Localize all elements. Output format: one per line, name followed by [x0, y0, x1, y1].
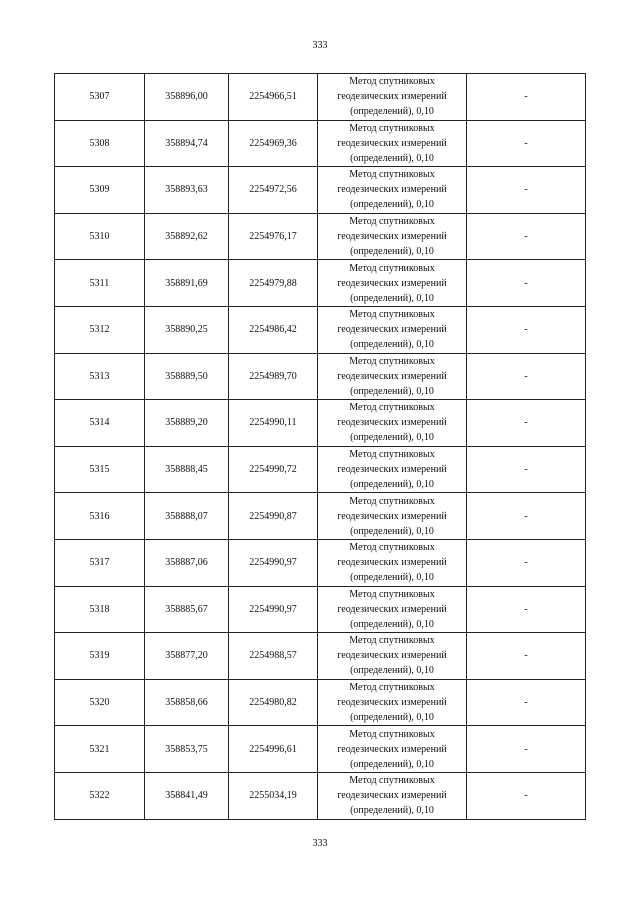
y-coordinate-cell: 2254976,17 [229, 213, 318, 260]
y-coordinate-cell: 2254990,11 [229, 400, 318, 447]
note-cell: - [467, 446, 586, 493]
table-row [55, 306, 586, 353]
method-text-line: геодезических измерений [337, 790, 447, 802]
y-coordinate-cell: 2254989,70 [229, 353, 318, 400]
method-text-line: геодезических измерений [337, 277, 447, 289]
x-coordinate-cell: 358890,25 [145, 306, 229, 353]
point-number-cell: 5316 [55, 493, 145, 540]
method-text-line: (определений), 0,10 [350, 758, 434, 770]
table-row [55, 586, 586, 633]
y-coordinate-cell: 2254980,82 [229, 679, 318, 726]
point-number-cell: 5308 [55, 120, 145, 167]
method-text-line: геодезических измерений [337, 184, 447, 196]
method-text-line: геодезических измерений [337, 417, 447, 429]
method-text-line: Метод спутниковых [349, 775, 435, 787]
table-row [55, 772, 586, 819]
y-coordinate-cell: 2254990,97 [229, 539, 318, 586]
note-cell: - [467, 633, 586, 680]
method-text-line: (определений), 0,10 [350, 805, 434, 817]
note-cell: - [467, 493, 586, 540]
method-text-line: геодезических измерений [337, 743, 447, 755]
method-cell [318, 493, 467, 540]
x-coordinate-cell: 358858,66 [145, 679, 229, 726]
note-cell: - [467, 306, 586, 353]
y-coordinate-cell: 2254996,61 [229, 726, 318, 773]
method-cell [318, 586, 467, 633]
method-text-line: Метод спутниковых [349, 402, 435, 414]
note-cell: - [467, 586, 586, 633]
y-coordinate-cell: 2254969,36 [229, 120, 318, 167]
point-number-cell: 5321 [55, 726, 145, 773]
x-coordinate-cell: 358841,49 [145, 772, 229, 819]
table-row [55, 400, 586, 447]
method-text-line: геодезических измерений [337, 324, 447, 336]
method-text-line: (определений), 0,10 [350, 665, 434, 677]
note-cell: - [467, 726, 586, 773]
y-coordinate-cell: 2254990,72 [229, 446, 318, 493]
method-text-line: геодезических измерений [337, 464, 447, 476]
y-coordinate-cell: 2254972,56 [229, 167, 318, 214]
method-text-line: (определений), 0,10 [350, 712, 434, 724]
x-coordinate-cell: 358888,45 [145, 446, 229, 493]
table-row [55, 633, 586, 680]
method-cell [318, 446, 467, 493]
method-text-line: (определений), 0,10 [350, 246, 434, 258]
note-cell: - [467, 539, 586, 586]
point-number-cell: 5310 [55, 213, 145, 260]
point-number-cell: 5313 [55, 353, 145, 400]
page-number-bottom: 333 [312, 838, 328, 849]
method-text-line: геодезических измерений [337, 557, 447, 569]
note-cell: - [467, 400, 586, 447]
table-row [55, 120, 586, 167]
x-coordinate-cell: 358887,06 [145, 539, 229, 586]
method-text-line: Метод спутниковых [349, 76, 435, 88]
method-text-line: (определений), 0,10 [350, 152, 434, 164]
x-coordinate-cell: 358853,75 [145, 726, 229, 773]
x-coordinate-cell: 358896,00 [145, 74, 229, 121]
method-cell [318, 306, 467, 353]
method-cell [318, 539, 467, 586]
method-text-line: геодезических измерений [337, 231, 447, 243]
table-row [55, 353, 586, 400]
y-coordinate-cell: 2254979,88 [229, 260, 318, 307]
method-text-line: Метод спутниковых [349, 542, 435, 554]
table-row [55, 167, 586, 214]
note-cell: - [467, 213, 586, 260]
method-text-line: геодезических измерений [337, 603, 447, 615]
method-text-line: Метод спутниковых [349, 635, 435, 647]
method-text-line: Метод спутниковых [349, 449, 435, 461]
method-cell [318, 260, 467, 307]
point-number-cell: 5318 [55, 586, 145, 633]
x-coordinate-cell: 358877,20 [145, 633, 229, 680]
method-cell [318, 74, 467, 121]
note-cell: - [467, 772, 586, 819]
x-coordinate-cell: 358888,07 [145, 493, 229, 540]
method-text-line: (определений), 0,10 [350, 106, 434, 118]
method-text-line: геодезических измерений [337, 137, 447, 149]
note-cell: - [467, 679, 586, 726]
method-text-line: (определений), 0,10 [350, 339, 434, 351]
point-number-cell: 5319 [55, 633, 145, 680]
point-number-cell: 5320 [55, 679, 145, 726]
method-text-line: Метод спутниковых [349, 588, 435, 600]
method-text-line: (определений), 0,10 [350, 199, 434, 211]
note-cell: - [467, 353, 586, 400]
method-text-line: (определений), 0,10 [350, 525, 434, 537]
method-cell [318, 353, 467, 400]
method-cell [318, 120, 467, 167]
method-text-line: Метод спутниковых [349, 122, 435, 134]
x-coordinate-cell: 358889,20 [145, 400, 229, 447]
y-coordinate-cell: 2254990,87 [229, 493, 318, 540]
y-coordinate-cell: 2254966,51 [229, 74, 318, 121]
x-coordinate-cell: 358889,50 [145, 353, 229, 400]
note-cell: - [467, 260, 586, 307]
note-cell: - [467, 74, 586, 121]
method-text-line: Метод спутниковых [349, 495, 435, 507]
point-number-cell: 5309 [55, 167, 145, 214]
method-text-line: Метод спутниковых [349, 216, 435, 228]
y-coordinate-cell: 2254986,42 [229, 306, 318, 353]
y-coordinate-cell: 2254990,97 [229, 586, 318, 633]
method-text-line: (определений), 0,10 [350, 572, 434, 584]
method-cell [318, 772, 467, 819]
method-text-line: (определений), 0,10 [350, 618, 434, 630]
y-coordinate-cell: 2254988,57 [229, 633, 318, 680]
method-text-line: Метод спутниковых [349, 355, 435, 367]
page-number-top: 333 [312, 40, 328, 51]
method-text-line: (определений), 0,10 [350, 385, 434, 397]
method-cell [318, 679, 467, 726]
point-number-cell: 5311 [55, 260, 145, 307]
method-text-line: (определений), 0,10 [350, 292, 434, 304]
method-text-line: (определений), 0,10 [350, 479, 434, 491]
table-row [55, 446, 586, 493]
method-cell [318, 726, 467, 773]
coordinates-table [54, 73, 586, 820]
table-row [55, 539, 586, 586]
method-text-line: Метод спутниковых [349, 728, 435, 740]
point-number-cell: 5315 [55, 446, 145, 493]
x-coordinate-cell: 358891,69 [145, 260, 229, 307]
table-row [55, 679, 586, 726]
x-coordinate-cell: 358892,62 [145, 213, 229, 260]
point-number-cell: 5312 [55, 306, 145, 353]
method-text-line: геодезических измерений [337, 510, 447, 522]
method-text-line: геодезических измерений [337, 91, 447, 103]
table-row [55, 493, 586, 540]
method-text-line: геодезических измерений [337, 650, 447, 662]
table-row [55, 260, 586, 307]
point-number-cell: 5307 [55, 74, 145, 121]
method-text-line: Метод спутниковых [349, 309, 435, 321]
point-number-cell: 5314 [55, 400, 145, 447]
coordinates-table-body [55, 74, 586, 820]
x-coordinate-cell: 358885,67 [145, 586, 229, 633]
point-number-cell: 5322 [55, 772, 145, 819]
y-coordinate-cell: 2255034,19 [229, 772, 318, 819]
method-text-line: Метод спутниковых [349, 262, 435, 274]
x-coordinate-cell: 358894,74 [145, 120, 229, 167]
method-text-line: Метод спутниковых [349, 169, 435, 181]
x-coordinate-cell: 358893,63 [145, 167, 229, 214]
method-text-line: геодезических измерений [337, 697, 447, 709]
note-cell: - [467, 167, 586, 214]
method-text-line: Метод спутниковых [349, 682, 435, 694]
table-row [55, 213, 586, 260]
method-cell [318, 633, 467, 680]
note-cell: - [467, 120, 586, 167]
table-row [55, 726, 586, 773]
method-text-line: геодезических измерений [337, 370, 447, 382]
point-number-cell: 5317 [55, 539, 145, 586]
method-text-line: (определений), 0,10 [350, 432, 434, 444]
method-cell [318, 213, 467, 260]
table-row [55, 74, 586, 121]
method-cell [318, 400, 467, 447]
method-cell [318, 167, 467, 214]
